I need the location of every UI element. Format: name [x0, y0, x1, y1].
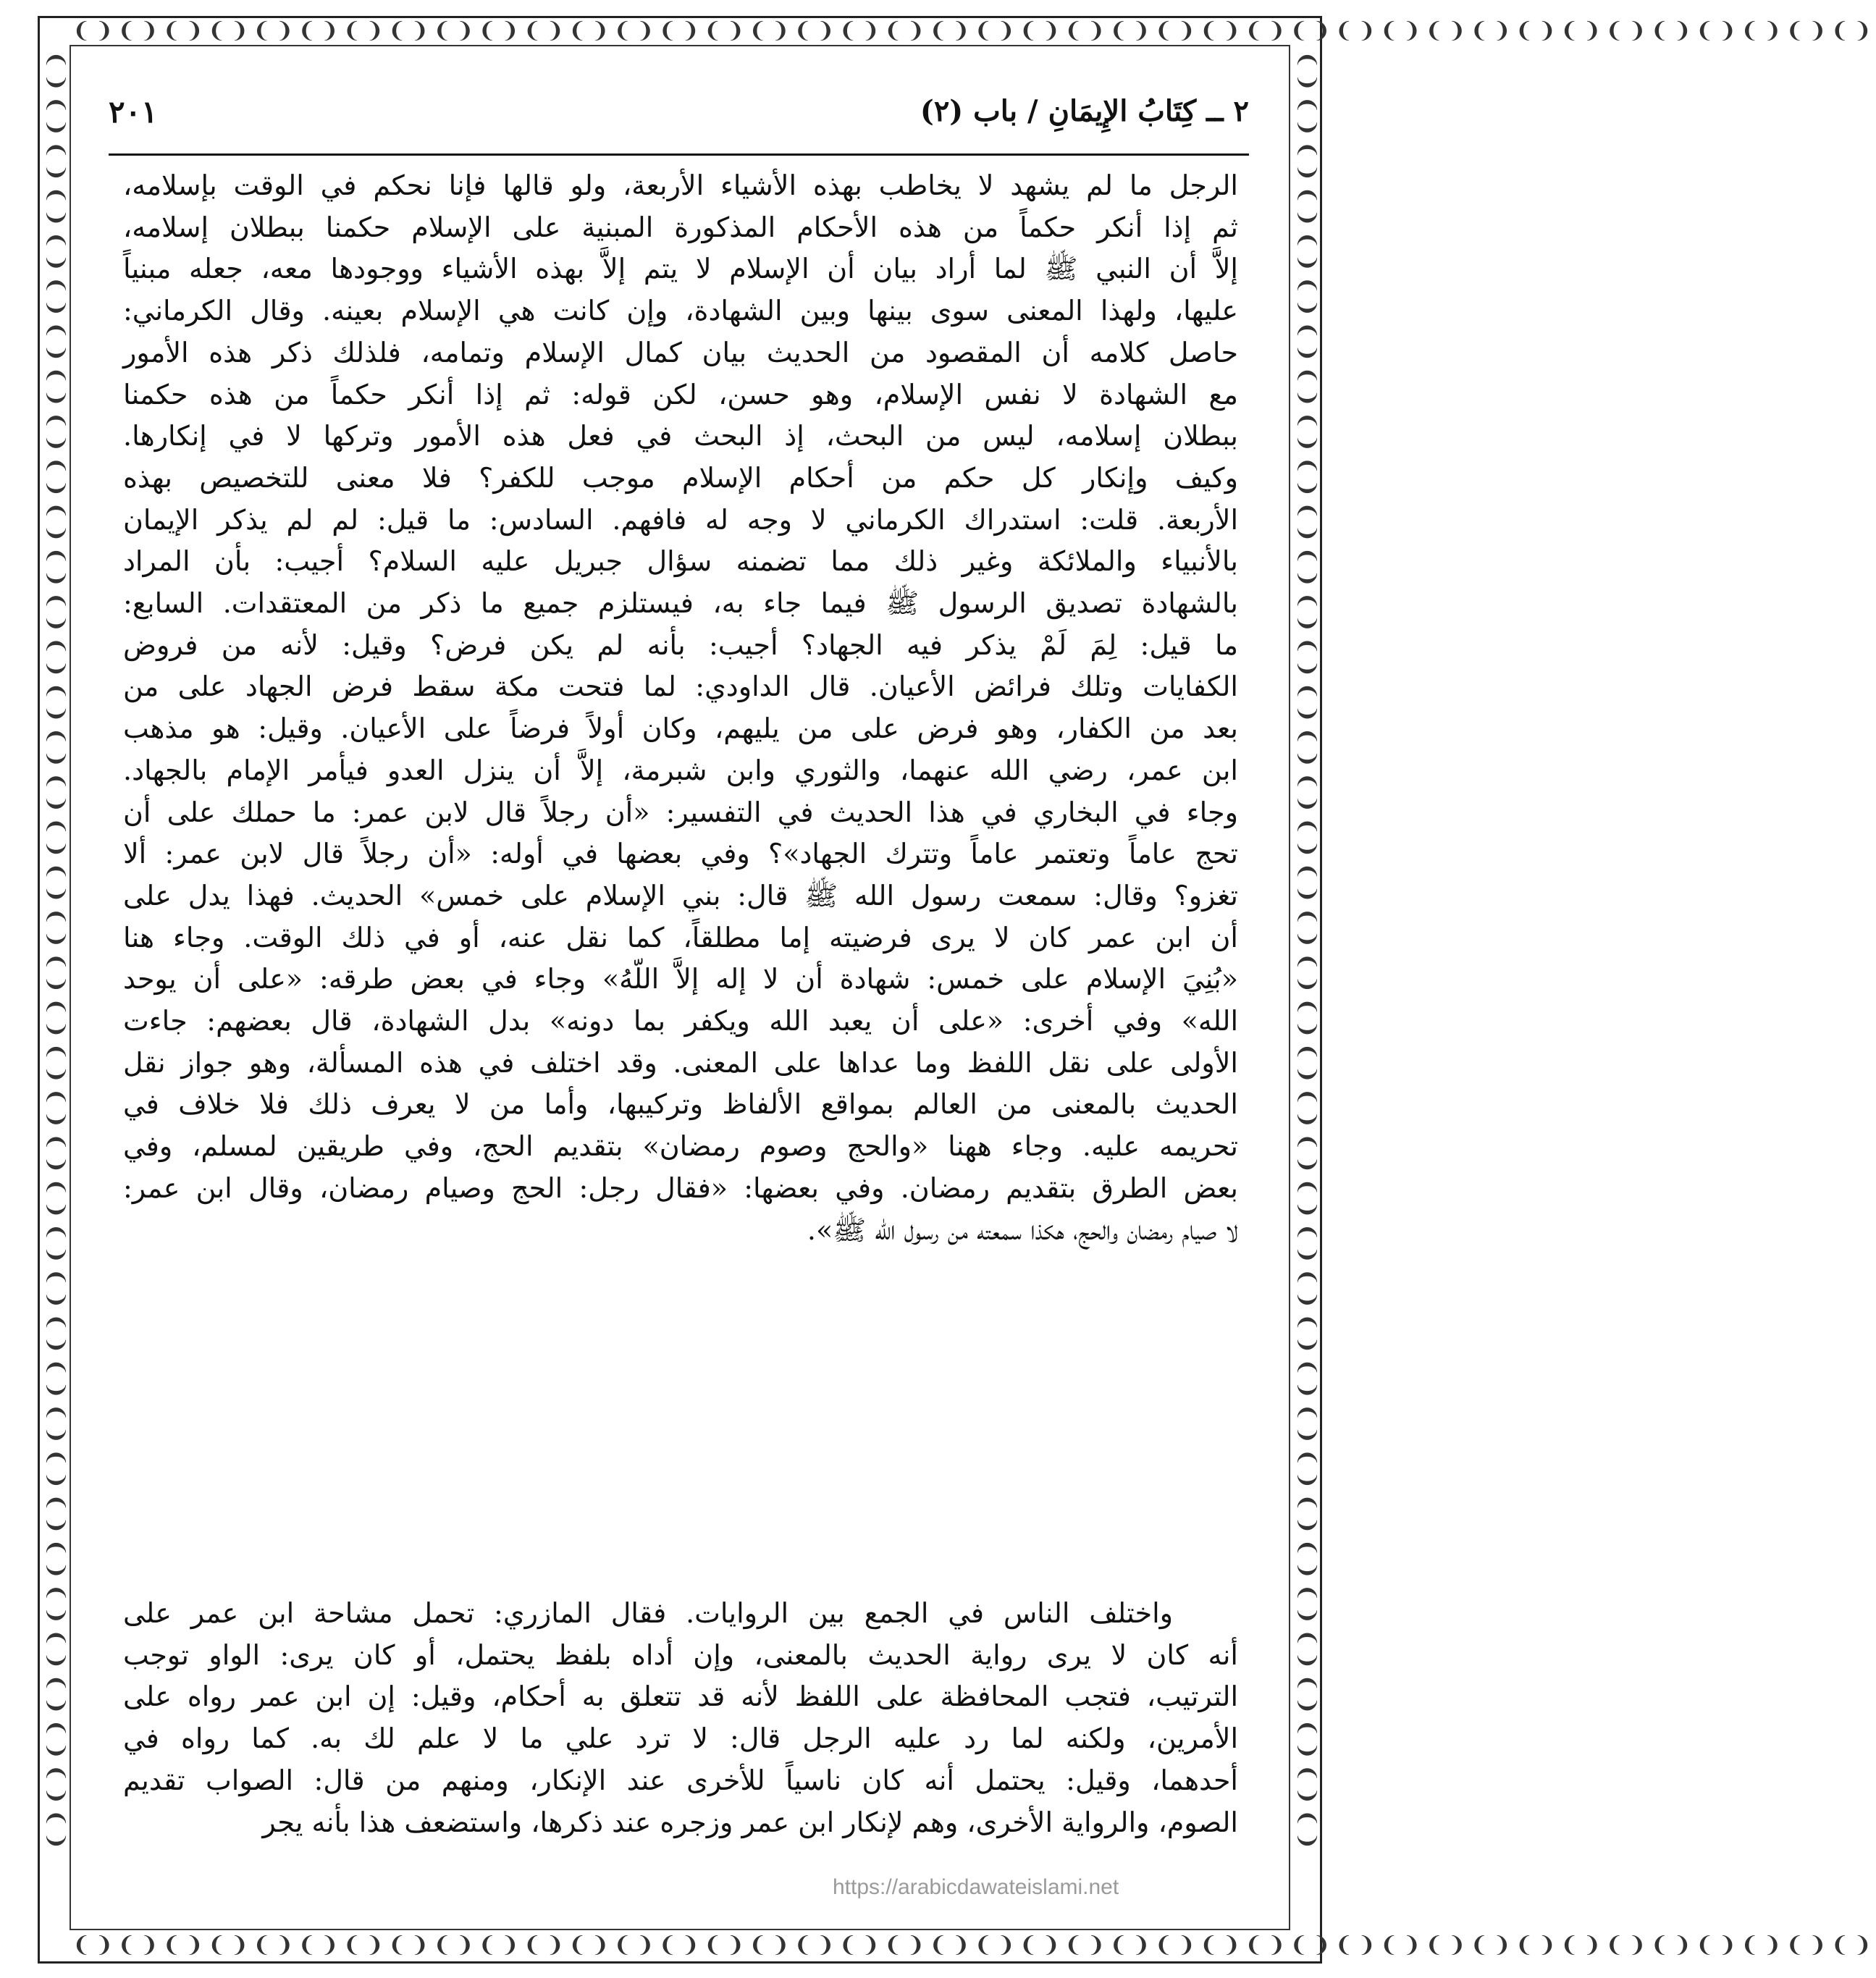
paragraph-2	[123, 1593, 1238, 1843]
running-header	[109, 88, 1249, 139]
text-line: الله» وفي أخرى: «على أن يعبد الله ويكفر بما دونه» بدل الشهادة، قال بعضهم: جاءت	[123, 1005, 1238, 1038]
text-line: مع الشهادة لا نفس الإسلام، وهو حسن، لكن قوله: ثم إذا أنكر حكماً من هذه حكمنا	[123, 378, 1238, 411]
text-line: بالأنبياء والملائكة وغير ذلك مما تضمنه سؤال جبريل عليه السلام؟ أجيب: بأن المراد	[123, 545, 1238, 578]
text-line: بعض الطرق بتقديم رمضان. وفي بعضها: «فقال رجل: الحج وصيام رمضان، وقال ابن عمر:	[123, 1171, 1238, 1204]
text-line: حاصل كلامه أن المقصود من الحديث بيان كمال الإسلام وتمامه، فلذلك ذكر هذه الأمور	[123, 336, 1238, 369]
text-line: واختلف الناس في الجمع بين الروايات. فقال المازري: تحمل مشاحة ابن عمر على	[123, 1597, 1173, 1629]
text-line: الرجل ما لم يشهد لا يخاطب بهذه الأشياء الأربعة، ولو قالها فإنا نحكم في الوقت بإسلامه،	[123, 169, 1238, 201]
text-line: تغزو؟ وقال: سمعت رسول الله ﷺ قال: بني الإسلام على خمس» الحديث. فهذا يدل على	[123, 879, 1238, 912]
ornamental-border-top: ❨❩❨❩❨❩❨❩❨❩❨❩❨❩❨❩❨❩❨❩❨❩❨❩❨❩❨❩❨❩❨❩❨❩❨❩❨❩❨❩❨❩❨❩❨❩❨❩❨❩❨❩❨❩❨❩❨❩❨❩❨❩❨❩❨❩❨❩❨❩❨❩❨❩❨❩❨❩❨❩	[72, 18, 1876, 43]
text-line: بالشهادة تصديق الرسول ﷺ فيما جاء به، فيستلزم جميع ما ذكر من المعتقدات. السابع:	[123, 587, 1238, 620]
ornamental-border-left: ❨❩❨❩❨❩❨❩❨❩❨❩❨❩❨❩❨❩❨❩❨❩❨❩❨❩❨❩❨❩❨❩❨❩❨❩❨❩❨❩❨❩❨❩❨❩❨❩❨❩❨❩❨❩❨❩❨❩❨❩❨❩❨❩❨❩❨❩❨❩❨❩❨❩❨❩❨❩❨❩	[43, 51, 69, 1854]
text-line: ثم إذا أنكر حكماً من هذه الأحكام المذكورة المبنية على الإسلام حكمنا ببطلان إسلامه،	[123, 211, 1238, 243]
text-line: ما قيل: لِمَ لَمْ يذكر فيه الجهاد؟ أجيب: بأنه لم يكن فرض؟ وقيل: لأنه من فروض	[123, 628, 1238, 661]
text-line: تحريمه عليه. وجاء ههنا «والحج وصوم رمضان» بتقديم الحج، وفي طريقين لمسلم، وفي	[123, 1130, 1238, 1163]
text-line: إلاَّ أن النبي ﷺ لما أراد بيان أن الإسلام لا يتم إلاَّ بهذه الأشياء ووجودها معه، جعله مبنياً	[123, 253, 1238, 285]
text-line: ابن عمر، رضي الله عنهما، والثوري وابن شبرمة، إلاَّ أن ينزل العدو فيأمر الإمام بالجهاد.	[123, 754, 1238, 786]
text-line: الأربعة. قلت: استدراك الكرماني لا وجه له فافهم. السادس: ما قيل: لم لم يذكر الإيمان	[123, 503, 1238, 536]
page-number: ٢٠١	[109, 94, 158, 130]
text-line: عليها، ولهذا المعنى سوى بينها وبين الشهادة، وإن كانت هي الإسلام بعينه. وقال الكرماني:	[123, 295, 1238, 327]
paragraph-1	[123, 165, 1238, 1251]
text-line: أحدهما، وقيل: يحتمل أنه كان ناسياً للأخرى عند الإنكار، ومنهم من قال: الصواب تقديم	[123, 1764, 1238, 1796]
ornamental-border-bottom: ❨❩❨❩❨❩❨❩❨❩❨❩❨❩❨❩❨❩❨❩❨❩❨❩❨❩❨❩❨❩❨❩❨❩❨❩❨❩❨❩❨❩❨❩❨❩❨❩❨❩❨❩❨❩❨❩❨❩❨❩❨❩❨❩❨❩❨❩❨❩❨❩❨❩❨❩❨❩❨❩	[72, 1932, 1876, 1958]
text-line: الكفايات وتلك فرائض الأعيان. قال الداودي: لما فتحت مكة سقط فرض الجهاد على من	[123, 670, 1238, 703]
ornamental-border-right: ❨❩❨❩❨❩❨❩❨❩❨❩❨❩❨❩❨❩❨❩❨❩❨❩❨❩❨❩❨❩❨❩❨❩❨❩❨❩❨❩❨❩❨❩❨❩❨❩❨❩❨❩❨❩❨❩❨❩❨❩❨❩❨❩❨❩❨❩❨❩❨❩❨❩❨❩❨❩❨❩	[1295, 51, 1320, 1854]
text-line: تحج عاماً وتعتمر عاماً وتترك الجهاد»؟ وفي بعضها في أوله: «أن رجلاً قال لابن عمر: ألا	[123, 838, 1238, 870]
text-line: وكيف وإنكار كل حكم من أحكام الإسلام موجب للكفر؟ فلا معنى للتخصيص بهذه	[123, 461, 1238, 494]
header-rule	[109, 153, 1249, 156]
text-line: بعد من الكفار، وهو فرض على من يليهم، وكان أولاً فرضاً على الأعيان. وقيل: هو مذهب	[123, 712, 1238, 745]
text-line: وجاء في البخاري في هذا الحديث في التفسير: «أن رجلاً قال لابن عمر: ما حملك على أن	[123, 796, 1238, 828]
text-line: الصوم، والرواية الأخرى، وهم لإنكار ابن عمر وزجره عند ذكرها، واستضعف هذا بأنه يجر	[262, 1806, 1238, 1838]
text-line: «بُنِيَ الإسلام على خمس: شهادة أن لا إله إلاَّ اللّهُ» وجاء في بعض طرقه: «على أن يوحد	[123, 963, 1238, 996]
text-line: أنه كان لا يرى رواية الحديث بالمعنى، وإن أداه بلفظ يحتمل، أو كان يرى: الواو توجب	[123, 1638, 1238, 1671]
text-line: الترتيب، فتجب المحافظة على اللفظ لأنه قد تتعلق به أحكام، وقيل: إن ابن عمر رواه على	[123, 1680, 1238, 1713]
text-line: ببطلان إسلامه، ليس من البحث، إذ البحث في فعل هذه الأمور وتركها لا في إنكارها.	[123, 420, 1238, 453]
text-line: لا صيام رمضان والحج، هكذا سمعته من رسول الله ﷺ».	[807, 1213, 1238, 1246]
text-line: الأولى على نقل اللفظ وما عداها على المعنى. وقد اختلف في هذه المسألة، وهو جواز نقل	[123, 1046, 1238, 1079]
watermark-url: https://arabicdawateislami.net	[833, 1875, 1119, 1899]
chapter-title: ٢ ــ كِتَابُ الإِيمَانِ / باب (٢)	[920, 94, 1249, 128]
text-line: الأمرين، ولكنه لما رد عليه الرجل قال: لا ترد علي ما لا علم لك به. كما رواه في	[123, 1722, 1239, 1755]
text-line: أن ابن عمر كان لا يرى فرضيته إما مطلقاً، كما نقل عنه، أو في ذلك الوقت. وجاء هنا	[123, 921, 1238, 954]
text-line: الحديث بالمعنى من العالم بمواقع الألفاظ وتركيبها، وأما من لا يعرف ذلك فلا خلاف في	[123, 1088, 1238, 1121]
